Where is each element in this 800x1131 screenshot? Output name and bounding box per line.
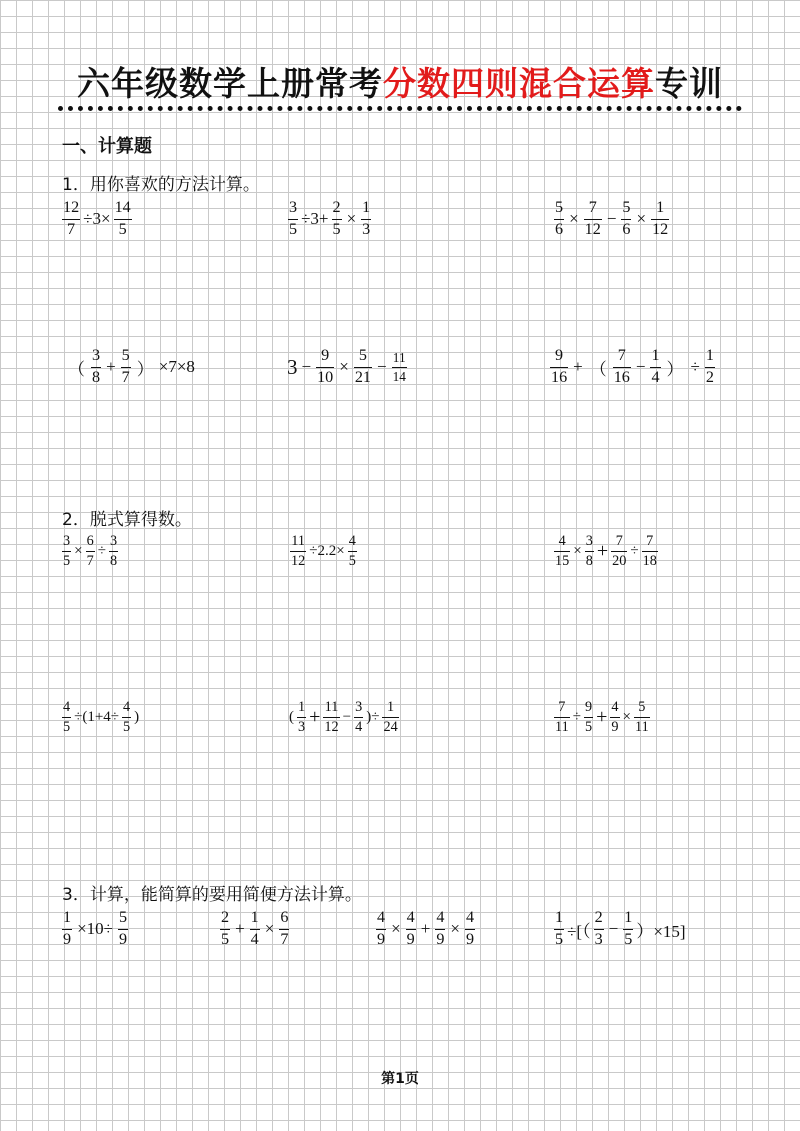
title-suffix: 专训 (655, 64, 723, 103)
q2-expression-5 (288, 700, 401, 735)
q2-expression-2 (288, 534, 359, 569)
fraction (118, 910, 128, 949)
fraction (642, 534, 658, 569)
numerator: 4 (123, 699, 131, 715)
operator: + (309, 705, 321, 728)
numerator: 4 (406, 909, 415, 926)
numerator: 4 (436, 909, 445, 926)
fraction (348, 534, 357, 569)
title-divider (58, 106, 742, 111)
fraction (62, 910, 72, 949)
fraction (610, 700, 619, 735)
fraction (594, 910, 604, 949)
fraction (554, 534, 570, 569)
fraction (623, 910, 633, 949)
denominator: 7 (121, 368, 130, 386)
operator: ÷(1+4÷ (74, 708, 120, 725)
page-number: 第1页 (381, 1071, 419, 1087)
operator: − (635, 357, 646, 377)
q1-expression-2 (286, 200, 373, 239)
fraction (376, 910, 386, 949)
whole-number: 3 (287, 354, 298, 379)
paren: ( (289, 708, 294, 725)
numerator: 1 (362, 199, 371, 216)
denominator: 3 (298, 718, 306, 735)
fraction (611, 534, 627, 569)
operator: × (74, 542, 83, 559)
operator: ÷3× (83, 209, 111, 229)
numerator: 4 (611, 699, 619, 715)
operator: + (596, 705, 608, 728)
q2-expression-3 (552, 534, 660, 569)
q1-expression-1 (60, 200, 134, 239)
denominator: 8 (585, 552, 593, 569)
numerator: 3 (63, 533, 71, 549)
q1-expression-4 (64, 348, 196, 387)
denominator: 7 (280, 930, 289, 948)
paren: （ (68, 359, 85, 379)
denominator: 9 (466, 930, 475, 948)
numerator: 3 (109, 533, 118, 549)
question-3-heading: 3．计算，能简算的要用简便方法计算。 (62, 885, 362, 905)
fraction (250, 910, 260, 949)
numerator: 4 (348, 533, 356, 549)
denominator: 12 (584, 220, 601, 238)
numerator: 9 (321, 347, 330, 364)
numerator: 7 (558, 699, 566, 715)
numerator: 1 (298, 699, 306, 715)
fraction (122, 700, 131, 735)
denominator: 24 (383, 718, 398, 735)
numerator: 7 (646, 533, 654, 549)
fraction (621, 200, 631, 239)
fraction (651, 200, 669, 239)
fraction (650, 348, 660, 387)
denominator: 20 (612, 552, 627, 569)
fraction (392, 351, 407, 384)
fraction (705, 348, 715, 387)
denominator: 4 (355, 718, 363, 735)
paren: ） (666, 359, 684, 379)
fraction (62, 700, 71, 735)
operator: ÷3+ (301, 209, 329, 229)
q2-expression-1 (60, 534, 120, 569)
q2-expression-4 (60, 700, 140, 735)
worksheet-title (0, 58, 800, 105)
question-2-heading: 2．脱式算得数。 (62, 510, 192, 530)
fraction (435, 910, 445, 949)
numerator: 5 (358, 347, 367, 364)
numerator: 1 (651, 347, 660, 364)
operator: − (301, 357, 312, 377)
fraction (613, 348, 631, 387)
denominator: 16 (613, 368, 630, 386)
numerator: 1 (387, 699, 395, 715)
denominator: 5 (123, 718, 131, 735)
operator: × (264, 919, 275, 939)
numerator: 6 (280, 909, 289, 926)
fraction (323, 700, 339, 735)
fraction (554, 200, 564, 239)
fraction (361, 200, 371, 239)
numerator: 5 (638, 699, 646, 715)
numerator: 4 (558, 533, 566, 549)
numerator: 5 (121, 347, 130, 364)
denominator: 4 (250, 930, 259, 948)
fraction (554, 910, 564, 949)
q3-expression-3 (374, 910, 477, 949)
operator: + (596, 539, 609, 562)
operator: + (235, 919, 245, 939)
numerator: 5 (119, 909, 128, 926)
fraction (584, 200, 602, 239)
denominator: 5 (118, 220, 127, 238)
denominator: 14 (392, 368, 406, 384)
question-1-heading: 1．用你喜欢的方法计算。 (62, 175, 260, 195)
denominator: 5 (221, 930, 230, 948)
fraction (585, 534, 594, 569)
denominator: 5 (289, 220, 298, 238)
denominator: 5 (584, 718, 593, 735)
denominator: 10 (317, 368, 334, 386)
fraction (634, 700, 650, 735)
numerator: 3 (355, 699, 363, 715)
denominator: 6 (622, 220, 631, 238)
operator: + (420, 919, 431, 939)
fraction (86, 534, 95, 569)
operator: + (573, 357, 583, 377)
q1-expression-3 (552, 200, 671, 239)
operator: ÷ (97, 542, 106, 559)
denominator: 9 (119, 930, 128, 948)
operator: − (608, 919, 619, 939)
title-highlight: 分数四则混合运算 (383, 64, 655, 103)
numerator: 4 (466, 909, 475, 926)
q1-expression-6 (548, 348, 717, 387)
numerator: 2 (221, 909, 230, 926)
denominator: 8 (92, 368, 101, 386)
fraction (332, 200, 342, 239)
operator: + (106, 357, 116, 377)
numerator: 1 (705, 347, 714, 364)
numerator: 3 (92, 347, 101, 364)
fraction (465, 910, 475, 949)
q3-expression-2 (218, 910, 291, 949)
denominator: 4 (651, 368, 660, 386)
denominator: 5 (555, 930, 564, 948)
numerator: 3 (585, 533, 593, 549)
denominator: 12 (652, 220, 669, 238)
denominator: 3 (594, 930, 603, 948)
denominator: 5 (332, 220, 341, 238)
operator: × (391, 919, 401, 939)
numerator: 4 (377, 909, 386, 926)
operator: )÷ (366, 708, 380, 725)
denominator: 3 (362, 220, 371, 238)
numerator: 7 (615, 533, 623, 549)
operator: × (339, 357, 349, 377)
numerator: 2 (332, 199, 341, 216)
denominator: 9 (63, 930, 72, 948)
denominator: 11 (634, 718, 649, 735)
numerator: 12 (63, 199, 80, 216)
fraction (554, 700, 570, 735)
numerator: 1 (624, 909, 633, 926)
operator: × (622, 708, 631, 725)
operator: × (450, 919, 461, 939)
denominator: 2 (705, 368, 714, 386)
fraction (121, 348, 131, 387)
numerator: 1 (555, 909, 564, 926)
numerator: 4 (63, 699, 71, 715)
numerator: 14 (114, 199, 131, 216)
denominator: 6 (555, 220, 564, 238)
paren: ） (136, 359, 154, 379)
fraction (290, 534, 306, 569)
fraction (288, 200, 298, 239)
operator: ）×15] (636, 921, 686, 941)
fraction (550, 348, 568, 387)
fraction (109, 534, 118, 569)
numerator: 11 (392, 350, 406, 365)
denominator: 7 (86, 552, 94, 569)
denominator: 15 (555, 552, 570, 569)
operator: ÷ (690, 357, 700, 377)
operator: ÷ (630, 542, 639, 559)
fraction (584, 700, 593, 735)
operator: × (569, 209, 579, 229)
fraction (62, 534, 71, 569)
q3-expression-1 (60, 910, 130, 949)
paren: （ (589, 359, 607, 379)
section-heading: 一、计算题 (62, 136, 152, 157)
denominator: 21 (354, 368, 371, 386)
numerator: 11 (324, 699, 339, 715)
numerator: 9 (555, 347, 564, 364)
denominator: 11 (555, 718, 569, 735)
operator: ÷ (572, 708, 581, 725)
operator: × (346, 209, 357, 229)
fraction (279, 910, 289, 949)
numerator: 5 (622, 199, 631, 216)
numerator: 5 (555, 199, 564, 216)
operator: − (606, 209, 617, 229)
operator: ÷[（ (567, 921, 591, 941)
operator: ÷2.2× (309, 542, 345, 559)
denominator: 9 (436, 930, 445, 948)
operator: × (636, 209, 647, 229)
operator: ×7×8 (158, 357, 195, 377)
numerator: 6 (86, 533, 94, 549)
fraction (220, 910, 230, 949)
fraction (354, 348, 372, 387)
fraction (316, 348, 334, 387)
denominator: 5 (63, 718, 71, 735)
denominator: 18 (642, 552, 657, 569)
q1-expression-5 (286, 348, 409, 387)
denominator: 16 (551, 368, 568, 386)
numerator: 1 (656, 199, 665, 216)
numerator: 9 (584, 699, 593, 715)
numerator: 11 (291, 533, 305, 549)
denominator: 12 (291, 552, 306, 569)
denominator: 8 (109, 552, 118, 569)
denominator: 5 (63, 552, 71, 569)
numerator: 7 (588, 199, 597, 216)
operator: − (342, 708, 352, 725)
q3-expression-4 (552, 910, 687, 949)
numerator: 1 (250, 909, 259, 926)
numerator: 3 (289, 199, 298, 216)
numerator: 2 (594, 909, 603, 926)
title-prefix: 六年级数学上册常考 (77, 64, 383, 103)
operator: − (376, 357, 387, 377)
q2-expression-6 (552, 700, 652, 735)
denominator: 9 (406, 930, 415, 948)
denominator: 9 (611, 718, 619, 735)
numerator: 7 (617, 347, 626, 364)
denominator: 12 (324, 718, 339, 735)
fraction (91, 348, 101, 387)
denominator: 5 (348, 552, 356, 569)
denominator: 5 (624, 930, 633, 948)
fraction (114, 200, 132, 239)
fraction (406, 910, 416, 949)
fraction (382, 700, 398, 735)
denominator: 9 (377, 930, 386, 948)
numerator: 1 (63, 909, 72, 926)
fraction (354, 700, 363, 735)
operator: × (573, 542, 582, 559)
fraction (62, 200, 80, 239)
fraction (297, 700, 306, 735)
paren: ) (134, 708, 140, 725)
operator: ×10÷ (77, 919, 113, 939)
denominator: 7 (67, 220, 76, 238)
